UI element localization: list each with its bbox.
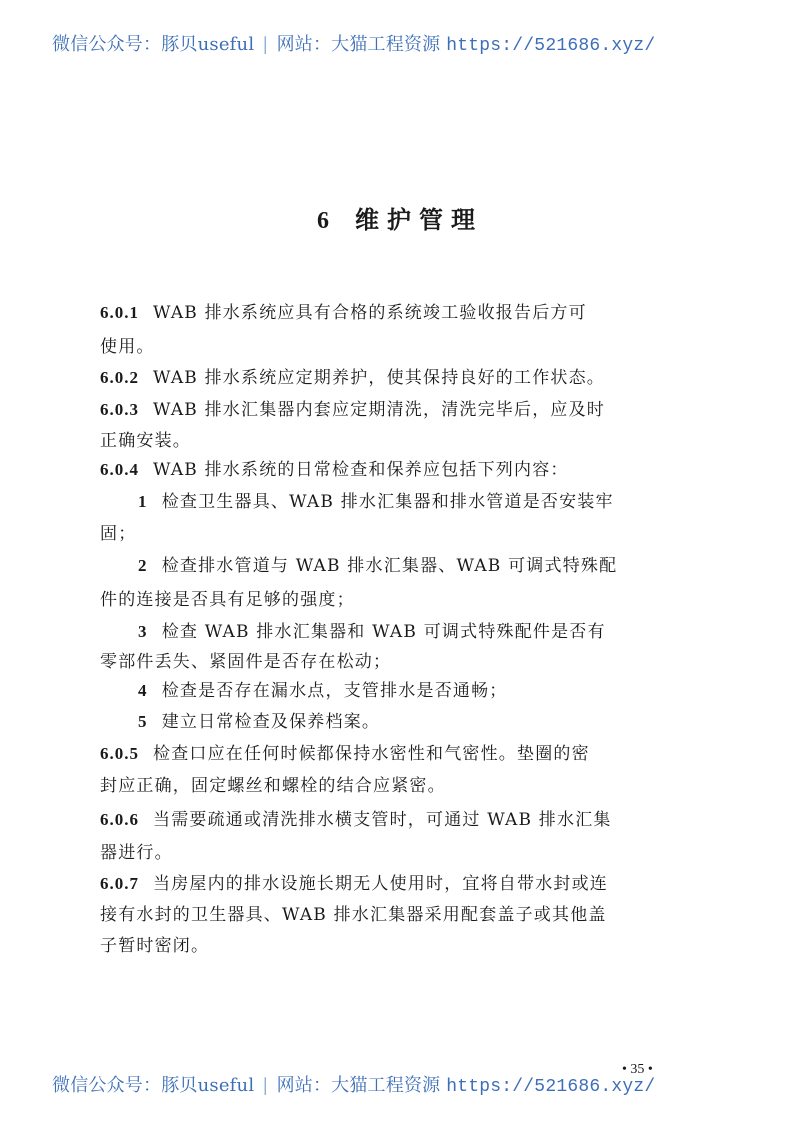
- watermark-wechat: 微信公众号：豚贝useful: [52, 34, 255, 55]
- clause-line: [100, 810, 700, 830]
- item-number: 5: [138, 712, 148, 731]
- line-text: 使用。: [100, 337, 155, 357]
- line-text: 接有水封的卫生器具、WAB 排水汇集器采用配套盖子或其他盖: [100, 905, 607, 925]
- text-line: [100, 776, 700, 796]
- text-line: [100, 590, 700, 610]
- line-text: WAB 排水系统的日常检查和保养应包括下列内容：: [153, 460, 569, 480]
- line-text: 检查排水管道与 WAB 排水汇集器、WAB 可调式特殊配: [161, 556, 618, 576]
- watermark-site: 网站：大猫工程资源: [276, 1075, 441, 1096]
- watermark-separator: |: [262, 1075, 269, 1096]
- clause-line: [100, 460, 700, 480]
- line-text: 件的连接是否具有足够的强度；: [100, 590, 355, 610]
- chapter-title: [0, 200, 800, 235]
- list-item-line: [138, 712, 738, 732]
- line-text: 子暂时密闭。: [100, 936, 210, 956]
- line-text: WAB 排水汇集器内套应定期清洗，清洗完毕后，应及时: [153, 400, 605, 420]
- clause-number: 6.0.2: [100, 368, 139, 387]
- watermark-header: [52, 30, 655, 56]
- watermark-url[interactable]: https://521686.xyz/: [446, 36, 656, 56]
- line-text: 器进行。: [100, 843, 173, 863]
- list-item-line: [138, 556, 738, 576]
- line-text: WAB 排水系统应具有合格的系统竣工验收报告后方可: [153, 303, 587, 323]
- list-item-line: [138, 622, 738, 642]
- item-number: 4: [138, 681, 148, 700]
- item-number: 1: [138, 492, 148, 511]
- clause-number: 6.0.7: [100, 874, 139, 893]
- line-text: 当房屋内的排水设施长期无人使用时，宜将自带水封或连: [153, 874, 608, 894]
- line-text: 检查 WAB 排水汇集器和 WAB 可调式特殊配件是否有: [161, 622, 606, 642]
- line-text: 建立日常检查及保养档案。: [161, 712, 381, 732]
- list-item-line: [138, 681, 738, 701]
- chapter-number: 6: [317, 208, 337, 234]
- clause-number: 6.0.6: [100, 810, 139, 829]
- text-line: [100, 431, 700, 451]
- line-text: 封应正确，固定螺丝和螺栓的结合应紧密。: [100, 776, 446, 796]
- clause-number: 6.0.3: [100, 400, 139, 419]
- line-text: 正确安装。: [100, 431, 191, 451]
- line-text: 检查卫生器具、WAB 排水汇集器和排水管道是否安装牢: [161, 492, 614, 512]
- watermark-footer: [52, 1071, 655, 1097]
- text-line: [100, 652, 700, 672]
- item-number: 2: [138, 556, 148, 575]
- text-line: [100, 843, 700, 863]
- watermark-separator: |: [262, 34, 269, 55]
- chapter-title-text: 维护管理: [355, 206, 483, 234]
- text-line: [100, 905, 700, 925]
- text-line: [100, 936, 700, 956]
- clause-line: [100, 400, 700, 420]
- line-text: 检查口应在任何时候都保持水密性和气密性。垫圈的密: [153, 744, 590, 764]
- line-text: 固；: [100, 524, 137, 544]
- text-line: [100, 524, 700, 544]
- line-text: 当需要疏通或清洗排水横支管时，可通过 WAB 排水汇集: [153, 810, 612, 830]
- page-number: • 35 •: [622, 1062, 653, 1077]
- line-text: 零部件丢失、紧固件是否存在松动；: [100, 652, 392, 672]
- clause-number: 6.0.5: [100, 744, 139, 763]
- item-number: 3: [138, 622, 148, 641]
- line-text: 检查是否存在漏水点，支管排水是否通畅；: [161, 681, 508, 701]
- list-item-line: [138, 492, 738, 512]
- watermark-site: 网站：大猫工程资源: [276, 34, 441, 55]
- clause-line: [100, 744, 700, 764]
- clause-line: [100, 368, 700, 388]
- watermark-url[interactable]: https://521686.xyz/: [446, 1077, 656, 1097]
- clause-line: [100, 874, 700, 894]
- clause-line: [100, 303, 700, 323]
- watermark-wechat: 微信公众号：豚贝useful: [52, 1075, 255, 1096]
- line-text: WAB 排水系统应定期养护，使其保持良好的工作状态。: [153, 368, 605, 388]
- text-line: [100, 337, 700, 357]
- clause-number: 6.0.1: [100, 303, 139, 322]
- clause-number: 6.0.4: [100, 460, 139, 479]
